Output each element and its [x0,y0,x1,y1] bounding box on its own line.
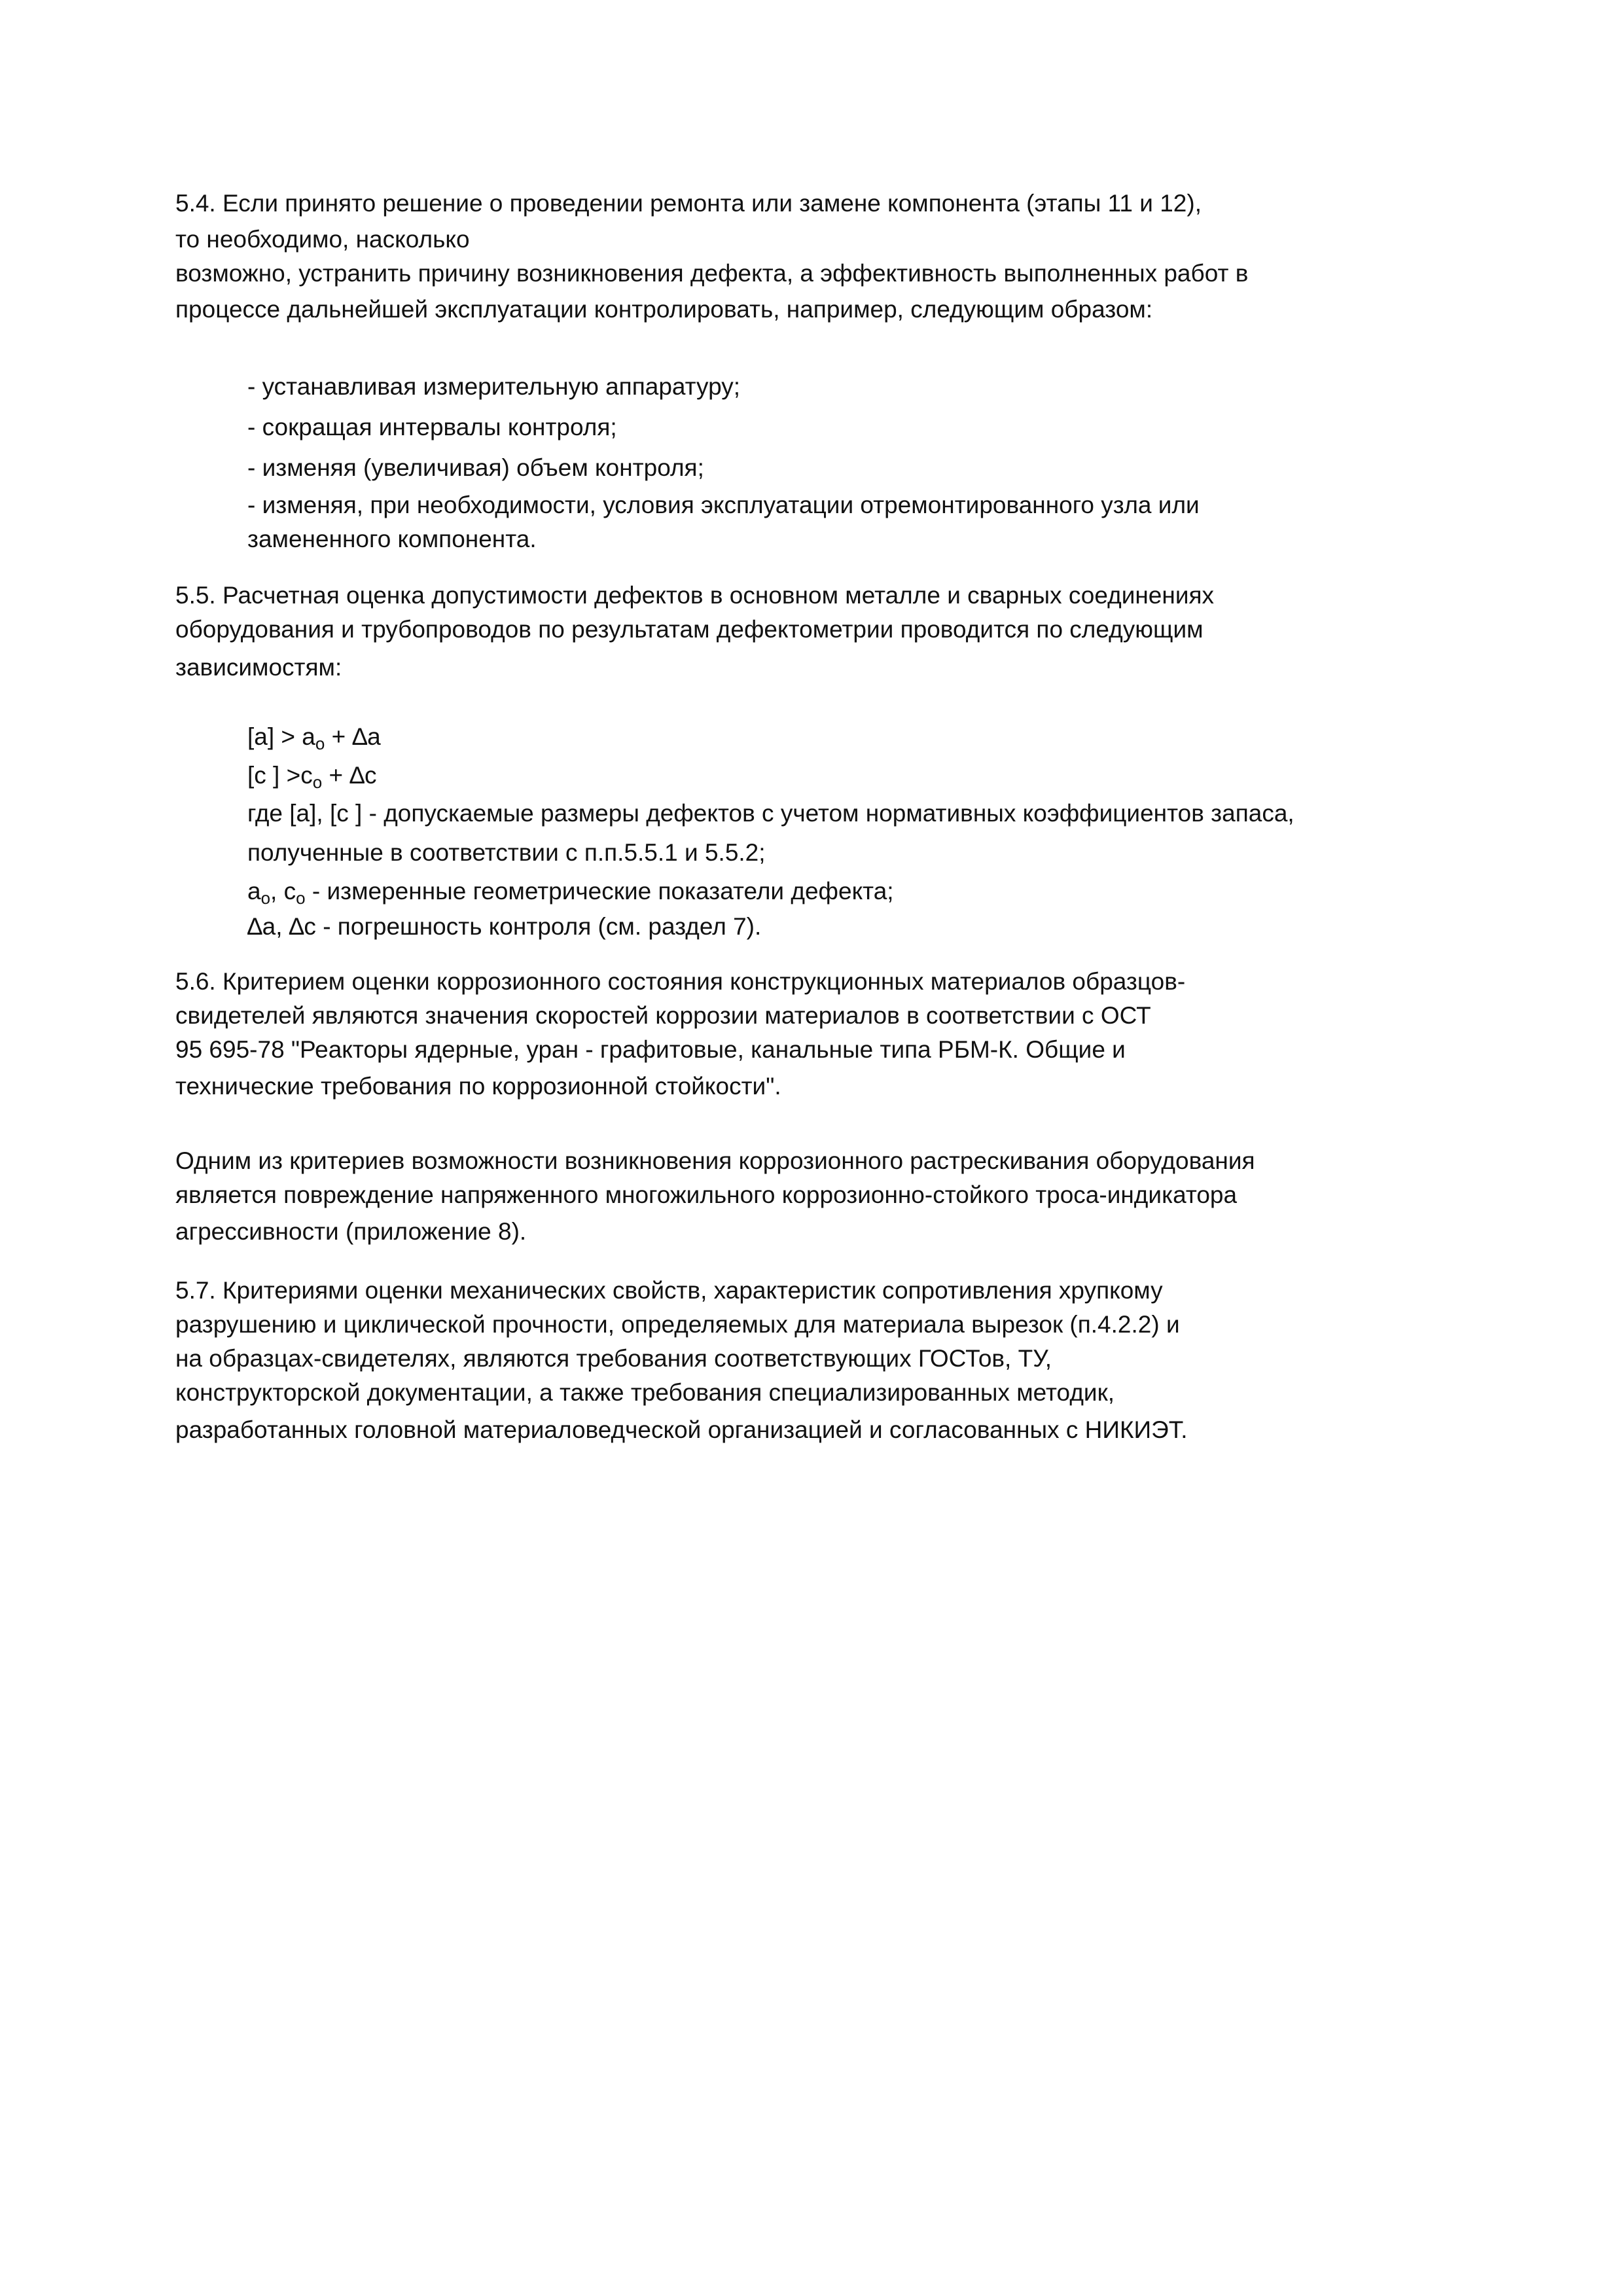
list-item: - изменяя (увеличивая) объем контроля; [247,454,704,481]
s54-line-1: 5.4. Если принято решение о проведении ремонта или замене компонента (этапы 11 и 12), [175,190,1202,217]
s57-line-5: разработанных головной материаловедческой организацией и согласованных с НИКИЭТ. [175,1416,1188,1443]
formula-1-left: [а] > а [247,723,315,750]
s55-line-3: зависимостям: [175,654,342,681]
list-item: - изменяя, при необходимости, условия эксплуатации отремонтированного узла или [247,492,1200,518]
subscript: o [312,772,323,792]
s55-line-1: 5.5. Расчетная оценка допустимости дефектов в основном металле и сварных соединениях [175,582,1215,609]
s54-line-2: то необходимо, насколько [175,226,470,253]
s54-line-3: возможно, устранить причину возникновения дефекта, а эффективность выполненных работ в [175,260,1249,287]
measured-c: , с [270,878,296,905]
crit-line-1: Одним из критериев возможности возникновения коррозионного растрескивания оборудования [175,1147,1255,1174]
formula-1 [247,717,1458,757]
s56-line-3: 95 695-78 "Реакторы ядерные, уран - графитовые, канальные типа РБМ-К. Общие и [175,1036,1126,1063]
section-5-7 [175,1274,1458,1450]
s57-line-4: конструкторской документации, а также требования специализированных методик, [175,1379,1115,1406]
formula-1-right: + ∆а [325,723,381,750]
list-item: - сокращая интервалы контроля; [247,414,617,440]
crit-line-2: является повреждение напряженного многожильного коррозионно-стойкого троса-индикатора [175,1181,1238,1208]
formula-2-right: + ∆с [322,762,377,789]
measured-line [247,873,1458,910]
measured-a: а [247,878,261,905]
where-line-1: где [а], [с ] - допускаемые размеры дефектов с учетом нормативных коэффициентов запаса, [247,800,1294,827]
s54-line-4: процессе дальнейшей эксплуатации контролировать, например, следующим образом: [175,296,1153,323]
measured-text: - измеренные геометрические показатели дефекта; [305,878,894,905]
s55-formulas [247,717,1458,944]
s57-line-2: разрушению и циклической прочности, определяемых для материала вырезок (п.4.2.2) и [175,1311,1180,1338]
s54-list [247,367,1458,556]
section-5-4 [175,185,1458,329]
subscript: o [296,888,306,908]
where-line-2: полученные в соответствии с п.п.5.5.1 и 5.5.2; [247,839,766,866]
s56-line-2: свидетелей являются значения скоростей коррозии материалов в соответствии с ОСТ [175,1002,1151,1029]
crit-line-3: агрессивности (приложение 8). [175,1218,527,1245]
delta-line: ∆а, ∆с - погрешность контроля (см. раздел 7). [247,913,762,940]
formula-2-left: [с ] >с [247,762,313,789]
s57-line-3: на образцах-свидетелях, являются требования соответствующих ГОСТов, ТУ, [175,1345,1052,1372]
s57-line-1: 5.7. Критериями оценки механических свойств, характеристик сопротивления хрупкому [175,1277,1163,1304]
list-item: - устанавливая измерительную аппаратуру; [247,373,741,400]
s56-line-1: 5.6. Критерием оценки коррозионного состояния конструкционных материалов образцов- [175,968,1186,995]
criteria-paragraph [175,1144,1458,1251]
section-5-5 [175,579,1458,689]
subscript: o [260,888,271,908]
s55-line-2: оборудования и трубопроводов по результатам дефектометрии проводится по следующим [175,616,1204,643]
subscript: o [315,734,325,753]
formula-2 [247,757,1458,795]
s56-line-4: технические требования по коррозионной стойкости". [175,1073,781,1100]
list-item: замененного компонента. [247,526,537,552]
section-5-6 [175,965,1458,1106]
